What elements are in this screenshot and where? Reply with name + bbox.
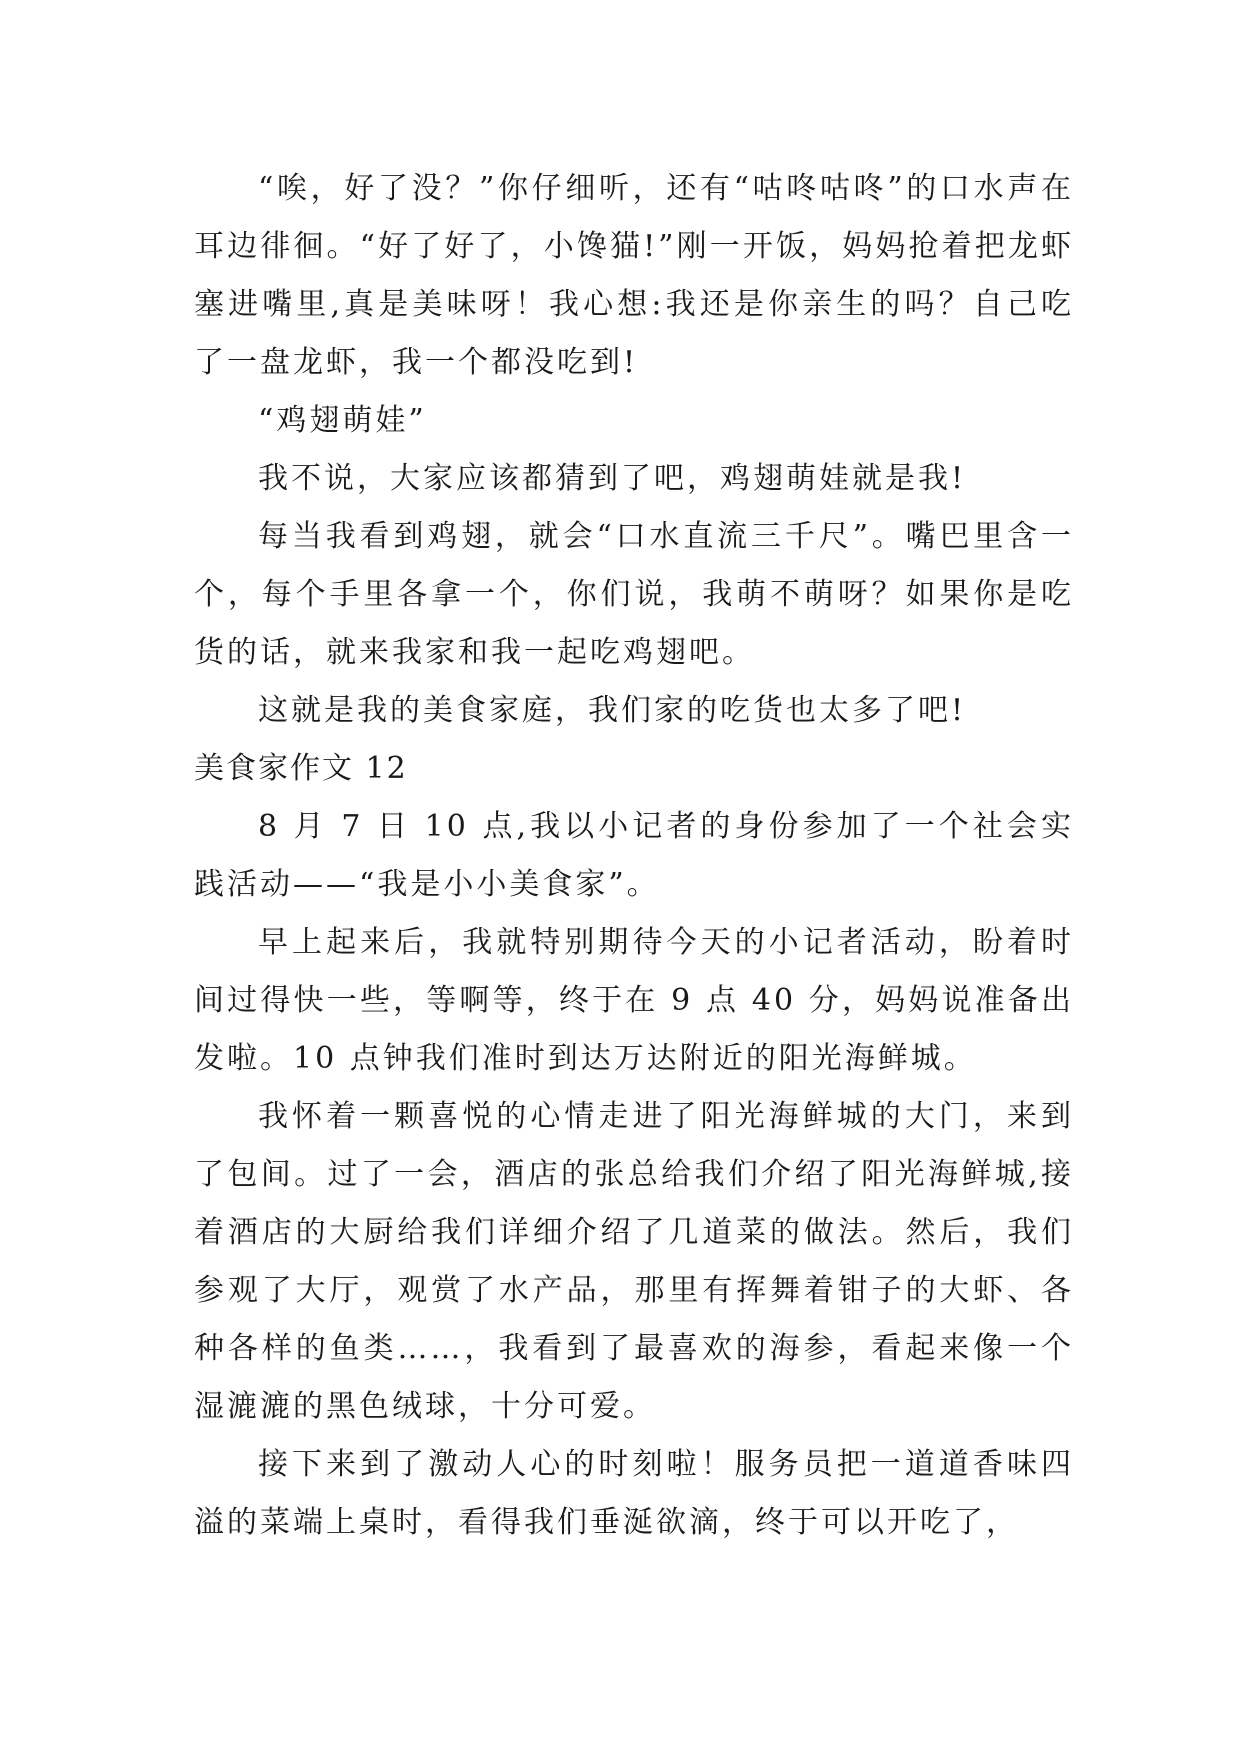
paragraph: “唉，好了没？”你仔细听，还有“咕咚咕咚”的口水声在耳边徘徊。“好了好了，小馋猫!”刚一开饭，妈妈抢着把龙虾塞进嘴里,真是美味呀！我心想:我还是你亲生的吗？自己吃了一盘龙虾，我一个都没吃到!: [194, 171, 1074, 380]
section-title: 美食家作文 12: [194, 751, 408, 786]
paragraph: 这就是我的美食家庭，我们家的吃货也太多了吧!: [258, 693, 967, 728]
paragraph: 我不说，大家应该都猜到了吧，鸡翅萌娃就是我!: [258, 461, 967, 496]
paragraph: 8 月 7 日 10 点,我以小记者的身份参加了一个社会实践活动——“我是小小美食家”。: [194, 809, 1074, 902]
document-body: [194, 160, 1074, 1552]
paragraph: 我怀着一颗喜悦的心情走进了阳光海鲜城的大门，来到了包间。过了一会，酒店的张总给我们介绍了阳光海鲜城,接着酒店的大厨给我们详细介绍了几道菜的做法。然后，我们参观了大厅，观赏了水产品，那里有挥舞着钳子的大虾、各种各样的鱼类……，我看到了最喜欢的海参，看起来像一个湿漉漉的黑色绒球，十分可爱。: [194, 1099, 1074, 1424]
paragraph: 每当我看到鸡翅，就会“口水直流三千尺”。嘴巴里含一个，每个手里各拿一个，你们说，我萌不萌呀？如果你是吃货的话，就来我家和我一起吃鸡翅吧。: [194, 519, 1074, 670]
paragraph: 早上起来后，我就特别期待今天的小记者活动，盼着时间过得快一些，等啊等，终于在 9 点 40 分，妈妈说准备出发啦。10 点钟我们准时到达万达附近的阳光海鲜城。: [194, 925, 1074, 1076]
paragraph: 接下来到了激动人心的时刻啦！服务员把一道道香味四溢的菜端上桌时，看得我们垂涎欲滴，终于可以开吃了，: [194, 1447, 1074, 1540]
subheading: “鸡翅萌娃”: [258, 403, 427, 438]
